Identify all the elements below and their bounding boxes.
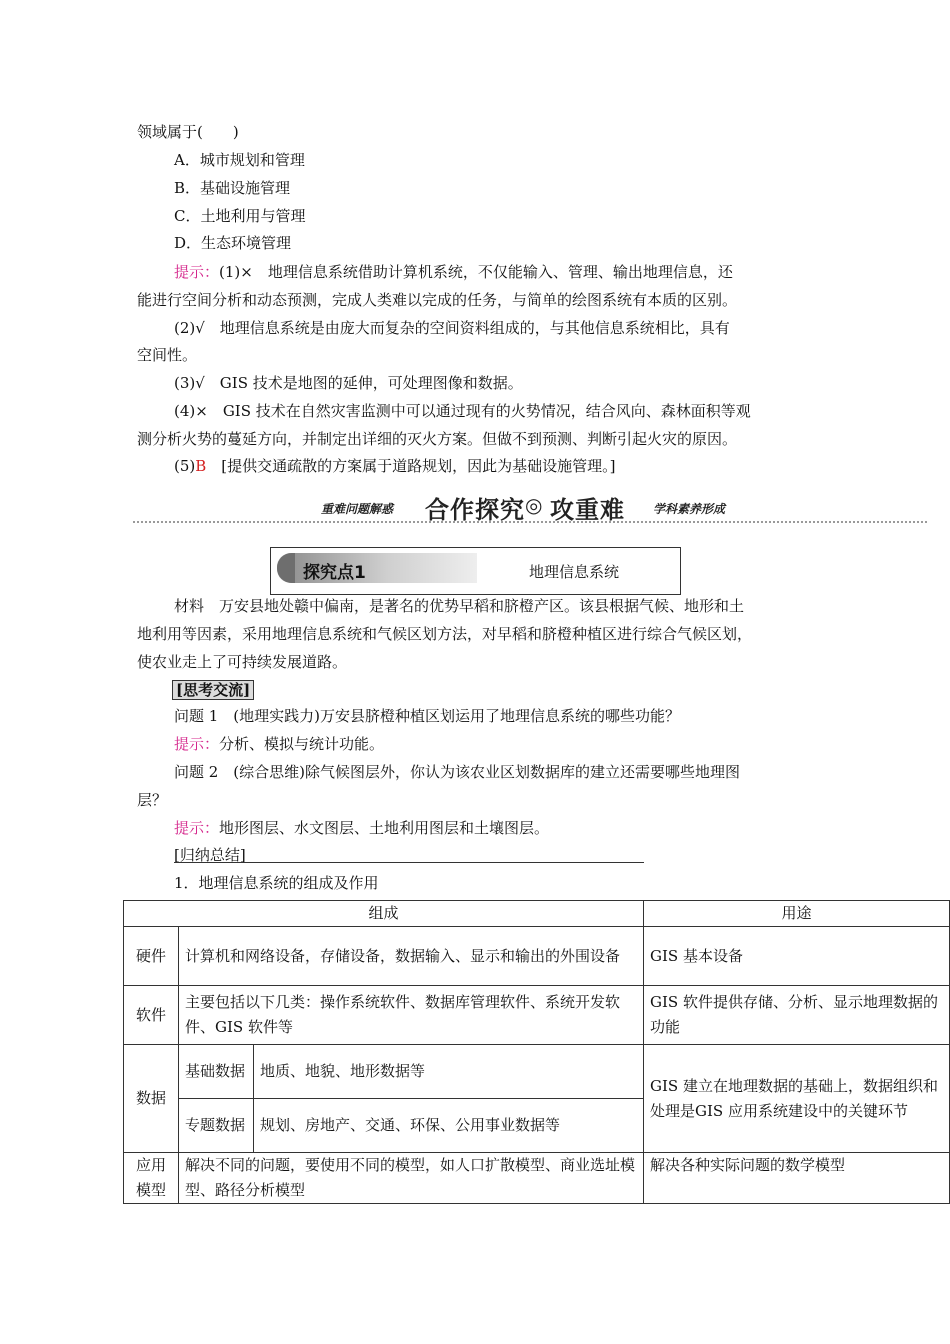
hint-1-text: 地理信息系统借助计算机系统，不仅能输入、管理、输出地理信息，还 [267, 263, 733, 281]
row-model-name: 应用模型 [124, 1153, 179, 1204]
hint-5 [174, 456, 616, 476]
row-basic-data-name: 基础数据 [179, 1045, 254, 1099]
table-row [124, 1045, 950, 1099]
hint-2-line-2: 空间性。 [137, 346, 198, 364]
table-row [124, 1153, 950, 1204]
material-line-3: 使农业走上了可持续发展道路。 [137, 653, 348, 671]
hint-2-line-1: (2)√ 地理信息系统是由庞大而复杂的空间资料组成的，与其他信息系统相比，具有 [174, 319, 730, 337]
row-hardware-desc: 计算机和网络设备，存储设备，数据输入、显示和输出的外围设备 [179, 927, 644, 986]
banner-divider [133, 521, 927, 523]
row-hardware-use: GIS 基本设备 [644, 927, 950, 986]
topic-box [270, 547, 681, 595]
table-header-row [124, 901, 950, 927]
gis-components-table [123, 900, 950, 1204]
row-data-name: 数据 [124, 1045, 179, 1153]
answer-2-label: 提示： [174, 819, 220, 837]
section-banner [133, 490, 927, 530]
row-thematic-data-desc: 规划、房地产、交通、环保、公用事业数据等 [254, 1099, 644, 1153]
answer-1-text: 分析、模拟与统计功能。 [219, 735, 385, 753]
row-thematic-data-name: 专题数据 [179, 1099, 254, 1153]
summary-underline [174, 862, 644, 863]
hint-5-prefix: (5) [174, 457, 196, 475]
option-d: D．生态环境管理 [174, 234, 292, 252]
banner-main-title-2: 攻重难 [550, 496, 625, 524]
hint-label: 提示： [174, 263, 220, 281]
question-stem-tail: 领域属于( ) [137, 123, 239, 141]
answer-2 [174, 818, 549, 838]
summary-heading: 1．地理信息系统的组成及作用 [174, 874, 379, 892]
option-c: C．土地利用与管理 [174, 207, 306, 225]
banner-right-caption: 学科素养形成 [653, 502, 726, 516]
row-software-desc: 主要包括以下几类：操作系统软件、数据库管理软件、系统开发软件、GIS 软件等 [179, 986, 644, 1045]
row-data-use: GIS 建立在地理数据的基础上，数据组织和处理是GIS 应用系统建设中的关键环节 [644, 1045, 950, 1153]
material-line-1: 材料 万安县地处赣中偏南，是著名的优势早稻和脐橙产区。该县根据气候、地形和土 [174, 597, 745, 615]
row-hardware-name: 硬件 [124, 927, 179, 986]
row-model-desc: 解决不同的问题，要使用不同的模型，如人口扩散模型、商业选址模型、路径分析模型 [179, 1153, 644, 1204]
question-2-line-1: 问题 2 (综合思维)除气候图层外，你认为该农业区划数据库的建立还需要哪些地理图 [174, 763, 741, 781]
question-1: 问题 1 (地理实践力)万安县脐橙种植区划运用了地理信息系统的哪些功能？ [174, 707, 681, 725]
hint-1-line-2: 能进行空间分析和动态预测，完成人类难以完成的任务，与简单的绘图系统有本质的区别。 [137, 291, 738, 309]
table-row [124, 927, 950, 986]
answer-1-label: 提示： [174, 735, 220, 753]
option-b: B．基础设施管理 [174, 179, 291, 197]
material-line-2: 地利用等因素，采用地理信息系统和气候区划方法，对早稻和脐橙种植区进行综合气候区划， [137, 625, 753, 643]
row-model-use: 解决各种实际问题的数学模型 [644, 1153, 950, 1204]
summary-tag: [归纳总结] [174, 846, 246, 864]
hint-4-line-1: (4)× GIS 技术在自然灾害监测中可以通过现有的火势情况，结合风向、森林面积等观 [174, 402, 751, 420]
hint-5-text: [提供交通疏散的方案属于道路规划，因此为基础设施管理。] [221, 457, 616, 475]
banner-main-title: 合作探究 [425, 496, 525, 524]
topic-tag [277, 553, 477, 583]
row-software-name: 软件 [124, 986, 179, 1045]
banner-left-caption: 重难问题解惑 [321, 502, 394, 516]
think-tag: [思考交流] [172, 680, 254, 700]
option-a: A．城市规划和管理 [174, 151, 305, 169]
answer-1 [174, 734, 384, 754]
row-software-use: GIS 软件提供存储、分析、显示地理数据的功能 [644, 986, 950, 1045]
row-basic-data-desc: 地质、地貌、地形数据等 [254, 1045, 644, 1099]
topic-tag-label: 探究点1 [303, 563, 366, 583]
hint-5-answer: B [195, 457, 207, 475]
answer-2-text: 地形图层、水文图层、土地利用图层和土壤图层。 [219, 819, 550, 837]
table-row [124, 986, 950, 1045]
banner-symbol: ◎ [525, 493, 544, 517]
topic-title: 地理信息系统 [529, 563, 620, 581]
hint-3: (3)√ GIS 技术是地图的延伸，可处理图像和数据。 [174, 374, 523, 392]
header-composition: 组成 [124, 901, 644, 927]
hint-1-mark: (1)× [219, 263, 253, 281]
hint-4-line-2: 测分析火势的蔓延方向，并制定出详细的灭火方案。但做不到预测、判断引起火灾的原因。 [137, 430, 738, 448]
question-2-line-2: 层？ [137, 791, 168, 809]
hint-1-line-1 [174, 262, 733, 282]
header-use: 用途 [644, 901, 950, 927]
topic-tag-nose [277, 553, 295, 583]
